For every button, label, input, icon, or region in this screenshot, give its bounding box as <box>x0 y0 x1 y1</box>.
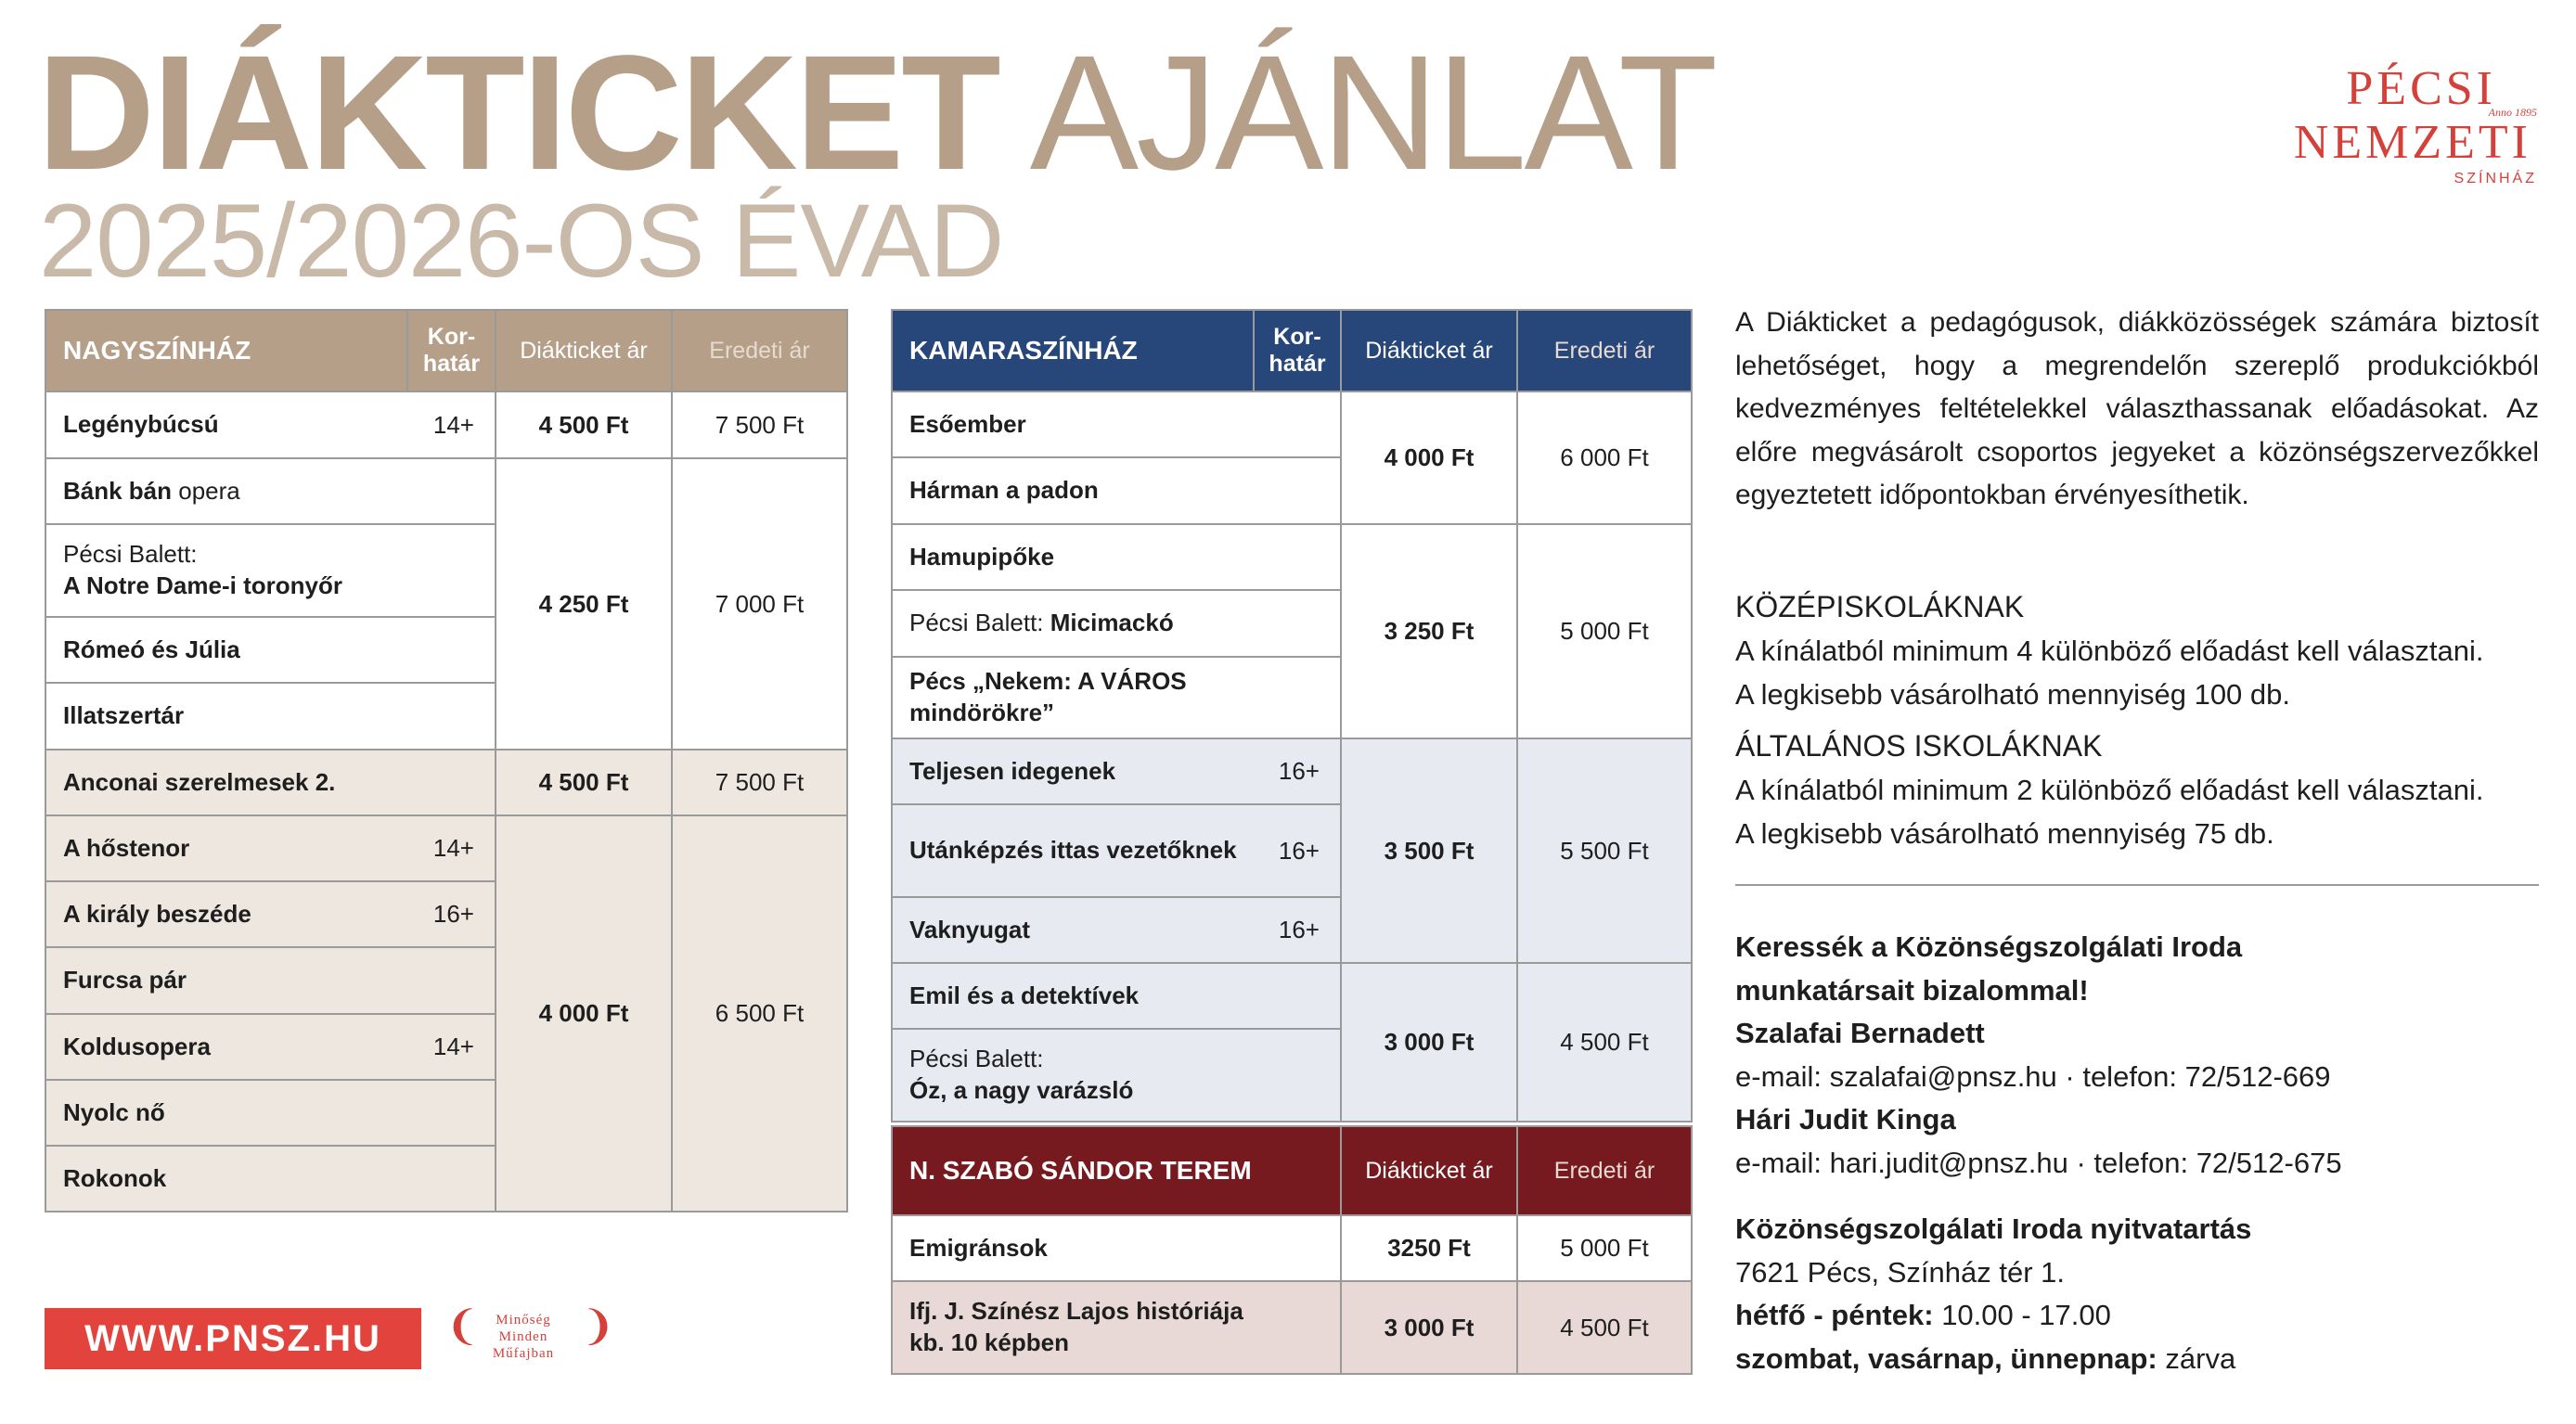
contact-person-1-details: e-mail: szalafai@pnsz.hu · telefon: 72/512-669 <box>1735 1059 2331 1093</box>
original-price: 4 500 Ft <box>1517 963 1692 1122</box>
age-rating: 16+ <box>1254 897 1341 963</box>
show-title: A hőstenor <box>45 815 407 881</box>
show-title: Teljesen idegenek <box>892 738 1254 804</box>
show-prefix: Pécsi Balett: <box>909 1045 1044 1073</box>
age-rating: 16+ <box>1254 738 1341 804</box>
show-title: Utánképzés ittas vezetőknek <box>892 804 1254 897</box>
original-price: 7 500 Ft <box>672 750 847 815</box>
original-price: 4 500 Ft <box>1517 1281 1692 1374</box>
show-title: Anconai szerelmesek 2. <box>45 750 496 815</box>
show-title: Bánk bán <box>63 476 173 505</box>
szabo-terem-table <box>891 1125 1693 1375</box>
office-heading: Közönségszolgálati Iroda nyitvatartás <box>1735 1212 2252 1245</box>
laurel-right-icon: ❩ <box>581 1303 615 1349</box>
original-price: 7 000 Ft <box>672 458 847 750</box>
intro-paragraph: A Diákticket a pedagógusok, diákközösségek számára biztosít lehetőséget, hogy a megrendelőn szereplő produkciókból kedvezményes feltételekkel választhassanak előadásokat. Az előre megvásárolt csoportos jegyeket a közönségszervezőkkel egyeztetett időpontokban érvényesíthetik. <box>1735 307 2539 510</box>
student-price: 4 500 Ft <box>496 391 672 458</box>
student-price-header: Diákticket ár <box>1341 1126 1517 1215</box>
show-title: Esőember <box>892 391 1341 457</box>
show-title: Koldusopera <box>45 1014 407 1080</box>
laurel-left-icon: ❨ <box>445 1303 480 1349</box>
logo-line3: SZÍNHÁZ <box>2454 171 2537 186</box>
show-suffix: opera <box>178 476 240 505</box>
title-bold: DIÁKTICKET <box>37 22 998 204</box>
age-rating: 16+ <box>407 881 496 947</box>
age-header: Kor-határ <box>1254 310 1341 391</box>
primary-school-heading: ÁLTALÁNOS ISKOLÁKNAK <box>1735 729 2103 763</box>
primary-school-rules <box>1735 769 2552 855</box>
show-prefix: Pécsi Balett: <box>909 609 1044 637</box>
original-price: 5 000 Ft <box>1517 1215 1692 1281</box>
original-price: 6 500 Ft <box>672 815 847 1212</box>
student-price: 4 000 Ft <box>496 815 672 1212</box>
show-title: A király beszéde <box>45 881 407 947</box>
high-school-rule-2: A legkisebb vásárolható mennyiség 100 db. <box>1735 677 2291 711</box>
venue-name: KAMARASZÍNHÁZ <box>892 310 1254 391</box>
student-price: 4 500 Ft <box>496 750 672 815</box>
original-price: 5 500 Ft <box>1517 738 1692 963</box>
office-address: 7621 Pécs, Színház tér 1. <box>1735 1255 2065 1289</box>
logo-line1: PÉCSI <box>2346 62 2496 115</box>
show-title: Micimackó <box>1050 609 1174 637</box>
original-price: 6 000 Ft <box>1517 391 1692 524</box>
weekday-hours: 10.00 - 17.00 <box>1941 1299 2111 1331</box>
original-price-header: Eredeti ár <box>1517 310 1692 391</box>
show-title: Pécs „Nekem: A VÁROS mindörökre” <box>892 657 1341 738</box>
high-school-heading: KÖZÉPISKOLÁKNAK <box>1735 590 2025 623</box>
high-school-rule-1: A kínálatból minimum 4 különböző előadást kell választani. <box>1735 635 2484 667</box>
contact-person-1: Szalafai Bernadett <box>1735 1017 1985 1049</box>
original-price-header: Eredeti ár <box>672 310 847 391</box>
weekday-label: hétfő - péntek: <box>1735 1299 1934 1331</box>
student-price: 4 000 Ft <box>1341 391 1517 524</box>
age-rating: 14+ <box>407 391 496 458</box>
show-title: Hamupipőke <box>892 524 1341 590</box>
show-title: Emil és a detektívek <box>892 963 1341 1029</box>
weekend-hours: zárva <box>2165 1341 2236 1375</box>
divider <box>1735 884 2539 886</box>
show-prefix: Pécsi Balett: <box>63 540 198 569</box>
student-price: 3 000 Ft <box>1341 963 1517 1122</box>
student-price: 4 250 Ft <box>496 458 672 750</box>
student-price: 3 500 Ft <box>1341 738 1517 963</box>
original-price: 7 500 Ft <box>672 391 847 458</box>
logo-anno: Anno 1895 <box>2488 106 2537 119</box>
student-price: 3 000 Ft <box>1341 1281 1517 1374</box>
weekend-label: szombat, vasárnap, ünnepnap: <box>1735 1341 2157 1375</box>
show-cell <box>45 458 496 524</box>
contact-block <box>1735 926 2552 1185</box>
season-subtitle: 2025/2026-OS ÉVAD <box>39 183 1004 299</box>
contact-person-2: Hári Judit Kinga <box>1735 1103 1956 1135</box>
student-price: 3 250 Ft <box>1341 524 1517 738</box>
age-rating: 16+ <box>1254 804 1341 897</box>
show-title: Vaknyugat <box>892 897 1254 963</box>
show-title: Rómeó és Júlia <box>45 617 496 683</box>
student-price: 3250 Ft <box>1341 1215 1517 1281</box>
venue-name: NAGYSZÍNHÁZ <box>45 310 407 391</box>
original-price: 5 000 Ft <box>1517 524 1692 738</box>
show-title: Furcsa pár <box>45 947 496 1014</box>
badge-line-3: Műfajban <box>492 1346 555 1361</box>
venue-name: N. SZABÓ SÁNDOR TEREM <box>892 1126 1341 1215</box>
quality-badge <box>444 1303 615 1373</box>
high-school-rules <box>1735 630 2552 716</box>
student-price-header: Diákticket ár <box>496 310 672 391</box>
contact-heading-2: munkatársait bizalommal! <box>1735 973 2089 1007</box>
contact-heading-1: Keressék a Közönségszolgálati Iroda <box>1735 930 2243 963</box>
office-hours-block <box>1735 1208 2552 1380</box>
website-link[interactable]: WWW.PNSZ.HU <box>45 1308 421 1369</box>
kamaraszinhaz-table <box>891 309 1693 1123</box>
student-price-header: Diákticket ár <box>1341 310 1517 391</box>
badge-text <box>471 1312 575 1362</box>
office-weekend <box>1735 1338 2552 1381</box>
original-price-header: Eredeti ár <box>1517 1126 1692 1215</box>
age-rating: 14+ <box>407 1014 496 1080</box>
office-weekday <box>1735 1294 2552 1338</box>
badge-line-2: Minden <box>498 1329 548 1344</box>
page-title <box>37 22 1716 204</box>
show-title: Rokonok <box>45 1146 496 1212</box>
show-title: Ifj. J. Színész Lajos históriája kb. 10 képben <box>892 1281 1341 1374</box>
primary-school-rule-1: A kínálatból minimum 2 különböző előadást kell választani. <box>1735 774 2484 806</box>
show-title: Illatszertár <box>45 683 496 750</box>
show-title: Emigránsok <box>892 1215 1341 1281</box>
contact-person-2-details: e-mail: hari.judit@pnsz.hu · telefon: 72/512-675 <box>1735 1146 2342 1179</box>
age-header: Kor-határ <box>407 310 496 391</box>
show-cell <box>892 590 1341 657</box>
show-title: Legénybúcsú <box>45 391 407 458</box>
show-title: Nyolc nő <box>45 1080 496 1146</box>
show-cell <box>45 524 496 617</box>
logo-line2: NEMZETI <box>2293 116 2531 169</box>
theatre-logo <box>2293 62 2552 195</box>
show-title: A Notre Dame-i toronyőr <box>63 571 342 599</box>
age-rating: 14+ <box>407 815 496 881</box>
title-thin: AJÁNLAT <box>1029 22 1716 204</box>
nagyszinhaz-table <box>45 309 848 1212</box>
show-title: Óz, a nagy varázsló <box>909 1076 1134 1104</box>
show-cell <box>892 1029 1341 1122</box>
show-title: Hárman a padon <box>892 457 1341 524</box>
badge-line-1: Minőség <box>496 1313 551 1328</box>
primary-school-rule-2: A legkisebb vásárolható mennyiség 75 db. <box>1735 816 2274 850</box>
